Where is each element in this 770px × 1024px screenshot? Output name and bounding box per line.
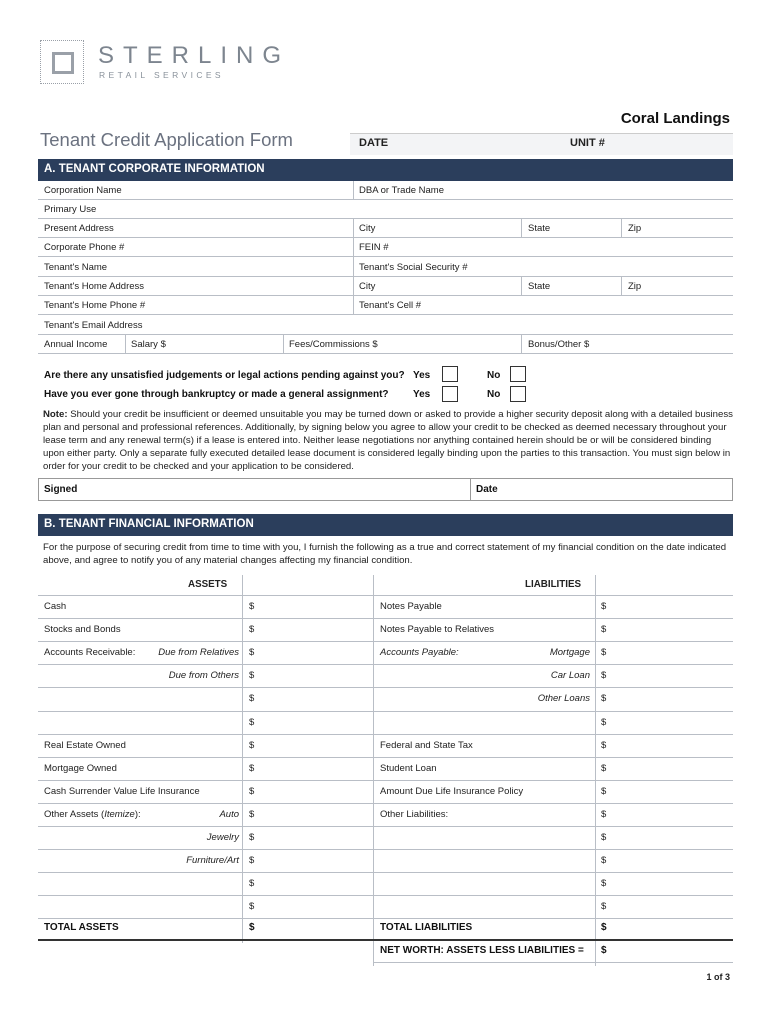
col-divider — [595, 575, 596, 966]
fein-field[interactable]: FEIN # — [359, 242, 389, 253]
row-divider — [38, 687, 733, 688]
asset-label: Stocks and Bonds — [44, 624, 121, 635]
liability-label: Federal and State Tax — [380, 740, 473, 751]
tenant-name-field[interactable]: Tenant's Name — [44, 262, 108, 273]
home-phone-field[interactable]: Tenant's Home Phone # — [44, 300, 146, 311]
net-worth-dollar[interactable]: $ — [601, 945, 607, 956]
asset-amount-field[interactable]: $ — [249, 601, 255, 612]
liability-label: Amount Due Life Insurance Policy — [380, 786, 524, 797]
asset-label: Accounts Receivable: — [44, 647, 136, 658]
liability-amount-field[interactable]: $ — [601, 809, 607, 820]
liability-sublabel: Other Loans — [537, 693, 590, 704]
row-divider — [38, 256, 733, 257]
liability-label: Accounts Payable: — [380, 647, 459, 658]
liability-sublabel: Mortgage — [549, 647, 590, 658]
section-b-header: B. TENANT FINANCIAL INFORMATION — [38, 514, 733, 536]
home-state-field[interactable]: State — [528, 281, 551, 292]
row-divider — [38, 803, 733, 804]
row-divider — [38, 237, 733, 238]
asset-sublabel: Due from Relatives — [158, 647, 239, 658]
judgements-question: Are there any unsatisfied judgements or legal actions pending against you? — [44, 370, 405, 381]
total-divider — [38, 939, 733, 941]
unit-label: UNIT # — [570, 137, 605, 149]
asset-sublabel: Auto — [219, 809, 239, 820]
asset-amount-field[interactable]: $ — [249, 832, 255, 843]
total-liabilities-dollar[interactable]: $ — [601, 922, 607, 933]
asset-amount-field[interactable]: $ — [249, 763, 255, 774]
liability-label: Student Loan — [380, 763, 437, 774]
asset-amount-field[interactable]: $ — [249, 624, 255, 635]
asset-label: Cash Surrender Value Life Insurance — [44, 786, 200, 797]
note-text: Should your credit be insufficient or deemed unsuitable you may be turned down or asked to provide a higher security deposit along with a detailed business plan and personal and professional references. Additionally, by signing below you agree to allow your credit to be checked as deemed necessary throughout your lease term and any renewal term(s) if a lease is entered into. Neither lease negotiations nor anything contained herein should be or will be considered binding upon either party. Only a separate fully executed detailed lease document is considered legally binding upon the parties to this transaction. You must sign below in order for your credit to be checked and your application to be considered. — [43, 409, 733, 472]
row-divider — [38, 218, 733, 219]
row-divider — [38, 826, 733, 827]
col-divider — [521, 276, 522, 295]
col-divider — [353, 276, 354, 314]
col-divider — [373, 575, 374, 966]
property-name: Coral Landings — [620, 110, 730, 127]
cell-field[interactable]: Tenant's Cell # — [359, 300, 422, 311]
annual-income-label: Annual Income — [44, 339, 108, 350]
asset-amount-field[interactable]: $ — [249, 878, 255, 889]
home-city-field[interactable]: City — [359, 281, 376, 292]
corporate-phone-field[interactable]: Corporate Phone # — [44, 242, 125, 253]
asset-amount-field[interactable]: $ — [249, 740, 255, 751]
row-divider — [38, 276, 733, 277]
liability-amount-field[interactable]: $ — [601, 740, 607, 751]
asset-amount-field[interactable]: $ — [249, 693, 255, 704]
zip-field[interactable]: Zip — [628, 223, 642, 234]
liabilities-header: LIABILITIES — [525, 579, 582, 590]
liability-amount-field[interactable]: $ — [601, 717, 607, 728]
logo-name: STERLING — [98, 42, 291, 69]
note-label: Note: — [43, 409, 68, 420]
liability-sublabel: Car Loan — [550, 670, 590, 681]
dba-field[interactable]: DBA or Trade Name — [359, 185, 445, 196]
row-divider — [38, 734, 733, 735]
liability-amount-field[interactable]: $ — [601, 878, 607, 889]
total-assets-label: TOTAL ASSETS — [44, 922, 119, 933]
home-address-field[interactable]: Tenant's Home Address — [44, 281, 145, 292]
signed-label: Signed — [44, 484, 78, 495]
bankruptcy-question: Have you ever gone through bankruptcy or made a general assignment? — [44, 389, 389, 400]
asset-amount-field[interactable]: $ — [249, 855, 255, 866]
logo-square-icon — [52, 52, 74, 74]
col-divider — [242, 575, 243, 943]
asset-amount-field[interactable]: $ — [249, 809, 255, 820]
asset-sublabel: Furniture/Art — [186, 855, 239, 866]
signature-box[interactable] — [38, 478, 733, 501]
liability-label: Notes Payable — [380, 601, 442, 612]
liability-amount-field[interactable]: $ — [601, 693, 607, 704]
asset-amount-field[interactable]: $ — [249, 786, 255, 797]
sign-date-label: Date — [476, 484, 498, 495]
col-divider — [283, 334, 284, 353]
col-divider — [521, 334, 522, 353]
present-address-field[interactable]: Present Address — [44, 223, 114, 234]
liability-label: Notes Payable to Relatives — [380, 624, 495, 635]
corporation-name-field[interactable]: Corporation Name — [44, 185, 122, 196]
liability-amount-field[interactable]: $ — [601, 624, 607, 635]
row-divider — [38, 872, 733, 873]
row-divider — [38, 353, 733, 354]
row-divider — [38, 757, 733, 758]
asset-label: Cash — [44, 601, 67, 612]
row-divider — [38, 895, 733, 896]
row-divider — [38, 334, 733, 335]
row-divider — [38, 711, 733, 712]
email-field[interactable]: Tenant's Email Address — [44, 320, 143, 331]
asset-label: Real Estate Owned — [44, 740, 126, 751]
liability-label: Other Liabilities: — [380, 809, 449, 820]
liability-amount-field[interactable]: $ — [601, 670, 607, 681]
row-divider — [38, 295, 733, 296]
row-divider — [38, 314, 733, 315]
judgements-yes-label: Yes — [413, 370, 431, 381]
date-unit-bar[interactable] — [350, 133, 733, 155]
col-divider — [353, 218, 354, 276]
judgements-no-label: No — [487, 370, 501, 381]
assets-header: ASSETS — [188, 579, 228, 590]
page-number: 1 of 3 — [706, 972, 730, 982]
row-divider — [38, 849, 733, 850]
asset-sublabel: Due from Others — [168, 670, 239, 681]
liability-amount-field[interactable]: $ — [601, 855, 607, 866]
liability-amount-field[interactable]: $ — [601, 832, 607, 843]
fees-field[interactable]: Fees/Commissions $ — [289, 339, 378, 350]
liability-amount-field[interactable]: $ — [601, 786, 607, 797]
row-divider — [38, 595, 733, 596]
date-label: DATE — [359, 137, 389, 149]
asset-amount-field[interactable]: $ — [249, 901, 255, 912]
logo-subtitle: RETAIL SERVICES — [99, 70, 225, 80]
home-zip-field[interactable]: Zip — [628, 281, 642, 292]
bankruptcy-no-checkbox[interactable] — [510, 386, 526, 402]
bankruptcy-yes-checkbox[interactable] — [442, 386, 458, 402]
row-divider — [38, 664, 733, 665]
asset-amount-field[interactable]: $ — [249, 670, 255, 681]
bankruptcy-no-label: No — [487, 389, 501, 400]
liability-amount-field[interactable]: $ — [601, 763, 607, 774]
signature-divider — [470, 478, 471, 501]
net-worth-divider — [373, 962, 733, 963]
row-divider — [38, 618, 733, 619]
page-title: Tenant Credit Application Form — [40, 129, 293, 150]
salary-field[interactable]: Salary $ — [131, 339, 166, 350]
liability-amount-field[interactable]: $ — [601, 601, 607, 612]
asset-sublabel: Jewelry — [206, 832, 239, 843]
net-worth-label: NET WORTH: ASSETS LESS LIABILITIES = — [380, 945, 584, 956]
asset-label: Other Assets (Itemize): — [44, 809, 141, 820]
row-divider — [38, 199, 733, 200]
col-divider — [521, 218, 522, 237]
liability-amount-field[interactable]: $ — [601, 901, 607, 912]
asset-label: Mortgage Owned — [44, 763, 117, 774]
col-divider — [621, 218, 622, 237]
primary-use-field[interactable]: Primary Use — [44, 204, 97, 215]
judgements-no-checkbox[interactable] — [510, 366, 526, 382]
col-divider — [125, 334, 126, 353]
total-liabilities-label: TOTAL LIABILITIES — [380, 922, 473, 933]
row-divider — [38, 641, 733, 642]
asset-amount-field[interactable]: $ — [249, 647, 255, 658]
row-divider — [38, 780, 733, 781]
col-divider — [353, 181, 354, 199]
total-assets-dollar[interactable]: $ — [249, 922, 255, 933]
city-field[interactable]: City — [359, 223, 376, 234]
state-field[interactable]: State — [528, 223, 551, 234]
asset-amount-field[interactable]: $ — [249, 717, 255, 728]
tenant-ssn-field[interactable]: Tenant's Social Security # — [359, 262, 468, 273]
row-divider — [38, 918, 733, 919]
financial-intro: For the purpose of securing credit from time to time with you, I furnish the following as a true and correct statement of my financial condition on the date indicated above, and agree to notify you of any material changes affecting my financial condition. — [43, 542, 727, 566]
bonus-field[interactable]: Bonus/Other $ — [528, 339, 590, 350]
liability-amount-field[interactable]: $ — [601, 647, 607, 658]
bankruptcy-yes-label: Yes — [413, 389, 431, 400]
section-a-header: A. TENANT CORPORATE INFORMATION — [38, 159, 733, 181]
credit-note — [43, 408, 733, 473]
col-divider — [621, 276, 622, 295]
judgements-yes-checkbox[interactable] — [442, 366, 458, 382]
